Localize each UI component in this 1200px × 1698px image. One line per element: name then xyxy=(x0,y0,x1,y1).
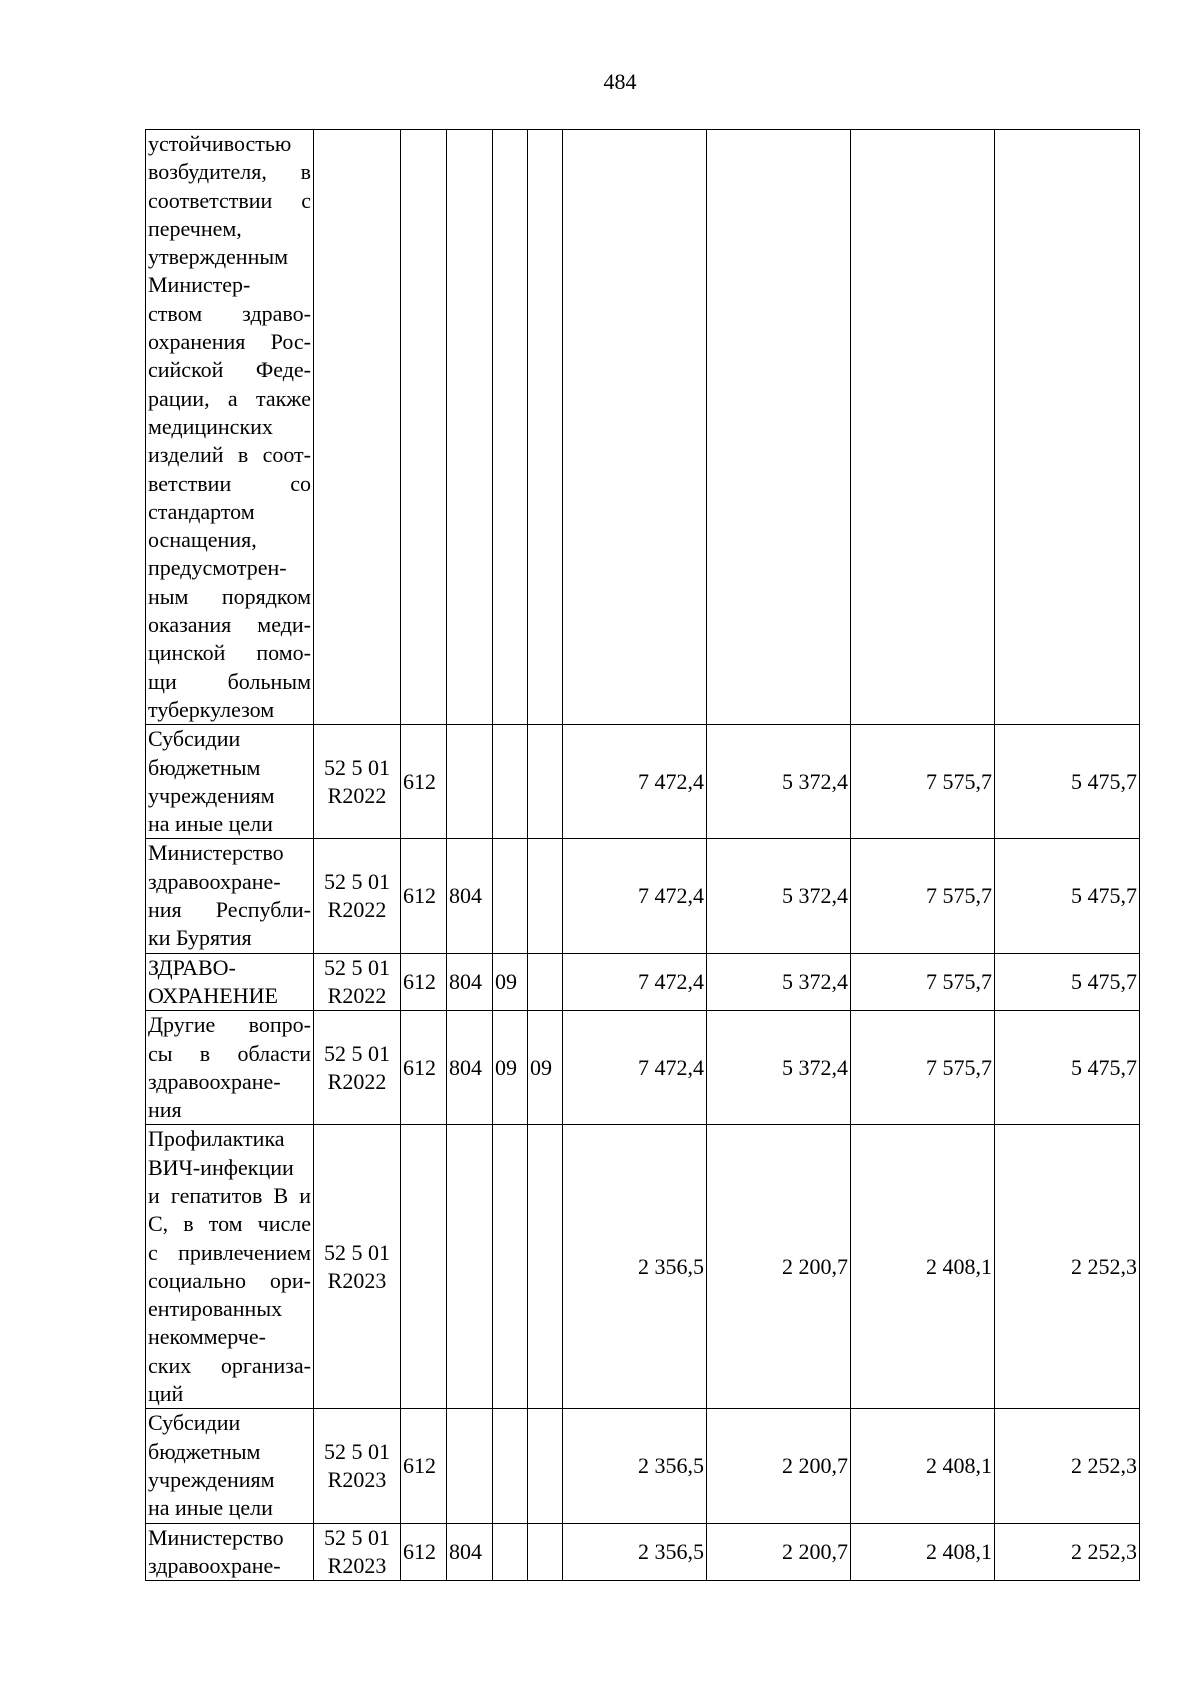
target-article-suffix: R2023 xyxy=(327,1267,387,1293)
table-row xyxy=(146,953,1140,1011)
item-name-line: рации, а также xyxy=(148,385,311,411)
item-name-line: на иные цели xyxy=(148,811,273,837)
section-cell xyxy=(493,1523,528,1581)
amount-cell-3: 2 408,1 xyxy=(851,1125,995,1409)
subsection-cell xyxy=(528,725,563,839)
section-cell xyxy=(493,1409,528,1523)
grbs-cell: 804 xyxy=(447,839,493,953)
amount-cell-1: 7 472,4 xyxy=(563,839,707,953)
amount-cell-3: 2 408,1 xyxy=(851,1409,995,1523)
subsection-cell xyxy=(528,130,563,725)
target-article-code: 52 5 01 xyxy=(324,868,390,894)
item-name-line: охранения Рос- xyxy=(148,329,311,355)
amount-cell-2: 2 200,7 xyxy=(707,1409,851,1523)
expense-type-cell: 612 xyxy=(401,1523,447,1581)
target-article-cell xyxy=(314,1011,401,1125)
table-row xyxy=(146,1409,1140,1523)
amount-cell-2: 5 372,4 xyxy=(707,953,851,1011)
amount-cell-1: 2 356,5 xyxy=(563,1523,707,1581)
target-article-code: 52 5 01 xyxy=(324,1239,390,1265)
section-cell xyxy=(493,839,528,953)
item-name-line: туберкулезом xyxy=(148,696,275,722)
target-article-cell xyxy=(314,839,401,953)
expense-type-cell: 612 xyxy=(401,1011,447,1125)
item-name-line: устойчивостью xyxy=(148,131,292,156)
item-name-line: ОХРАНЕНИЕ xyxy=(148,982,278,1008)
amount-cell-4: 2 252,3 xyxy=(995,1125,1140,1409)
amount-cell-4 xyxy=(995,130,1140,725)
expense-type-cell: 612 xyxy=(401,725,447,839)
target-article-code: 52 5 01 xyxy=(324,754,390,780)
item-name-cell xyxy=(146,725,314,839)
item-name-line: предусмотрен- xyxy=(148,555,287,581)
item-name-line: ния Республи- xyxy=(148,897,311,923)
item-name-line: ки Бурятия xyxy=(148,925,252,951)
amount-cell-2: 2 200,7 xyxy=(707,1523,851,1581)
item-name-line: медицинских xyxy=(148,413,273,439)
subsection-cell xyxy=(528,839,563,953)
item-name-line: изделий в соот- xyxy=(148,442,311,468)
item-name-cell xyxy=(146,130,314,725)
amount-cell-2 xyxy=(707,130,851,725)
target-article-cell xyxy=(314,953,401,1011)
item-name-line: здравоохране- xyxy=(148,1068,281,1094)
item-name-line: щи больным xyxy=(148,668,311,694)
item-name-line: перечнем, xyxy=(148,215,242,241)
item-name-cell xyxy=(146,1125,314,1409)
subsection-cell xyxy=(528,1523,563,1581)
amount-cell-1 xyxy=(563,130,707,725)
item-name-line: ентированных xyxy=(148,1296,283,1322)
item-name-cell xyxy=(146,953,314,1011)
item-name-line: бюджетным xyxy=(148,1438,261,1464)
item-name-line: Профилактика xyxy=(148,1126,285,1152)
item-name-line: Субсидии xyxy=(148,726,241,752)
target-article-cell xyxy=(314,1125,401,1409)
item-name-line: Министерство xyxy=(148,840,284,866)
item-name-line: соответствии с xyxy=(148,187,311,213)
item-name-cell xyxy=(146,839,314,953)
item-name-line: и гепатитов В и xyxy=(148,1182,311,1208)
target-article-code: 52 5 01 xyxy=(324,1438,390,1464)
amount-cell-1: 2 356,5 xyxy=(563,1409,707,1523)
section-cell: 09 xyxy=(493,1011,528,1125)
amount-cell-2: 5 372,4 xyxy=(707,839,851,953)
amount-cell-3 xyxy=(851,130,995,725)
target-article-suffix: R2022 xyxy=(327,1068,387,1094)
item-name-line: некоммерче- xyxy=(148,1324,266,1350)
amount-cell-1: 2 356,5 xyxy=(563,1125,707,1409)
grbs-cell xyxy=(447,130,493,725)
budget-table xyxy=(145,129,1140,1581)
expense-type-cell: 612 xyxy=(401,953,447,1011)
section-cell xyxy=(493,725,528,839)
amount-cell-4: 5 475,7 xyxy=(995,839,1140,953)
item-name-line: сы в области xyxy=(148,1040,311,1066)
item-name-line: бюджетным xyxy=(148,754,261,780)
section-cell: 09 xyxy=(493,953,528,1011)
amount-cell-1: 7 472,4 xyxy=(563,725,707,839)
item-name-line: С, в том числе xyxy=(148,1211,311,1237)
amount-cell-2: 5 372,4 xyxy=(707,1011,851,1125)
item-name-line: Министерство xyxy=(148,1524,284,1550)
target-article-cell xyxy=(314,1523,401,1581)
amount-cell-4: 5 475,7 xyxy=(995,953,1140,1011)
item-name-line: на иные цели xyxy=(148,1495,273,1521)
amount-cell-4: 2 252,3 xyxy=(995,1523,1140,1581)
item-name-line: утвержденным xyxy=(148,244,289,270)
item-name-line: оказания меди- xyxy=(148,612,311,638)
target-article-suffix: R2023 xyxy=(327,1552,387,1578)
table-row xyxy=(146,725,1140,839)
subsection-cell: 09 xyxy=(528,1011,563,1125)
target-article-code: 52 5 01 xyxy=(324,954,390,980)
item-name-line: Другие вопро- xyxy=(148,1012,311,1038)
target-article-code: 52 5 01 xyxy=(324,1040,390,1066)
subsection-cell xyxy=(528,1409,563,1523)
target-article-cell xyxy=(314,725,401,839)
amount-cell-2: 2 200,7 xyxy=(707,1125,851,1409)
item-name-line: ством здраво- xyxy=(148,300,311,326)
grbs-cell: 804 xyxy=(447,953,493,1011)
table-body xyxy=(146,130,1140,1581)
item-name-line: возбудителя, в xyxy=(148,159,311,185)
item-name-cell xyxy=(146,1409,314,1523)
amount-cell-4: 2 252,3 xyxy=(995,1409,1140,1523)
amount-cell-1: 7 472,4 xyxy=(563,1011,707,1125)
section-cell xyxy=(493,130,528,725)
table-row xyxy=(146,130,1140,725)
expense-type-cell xyxy=(401,130,447,725)
amount-cell-1: 7 472,4 xyxy=(563,953,707,1011)
item-name-line: ния xyxy=(148,1097,182,1123)
item-name-line: здравоохране- xyxy=(148,868,281,894)
subsection-cell xyxy=(528,953,563,1011)
table-row xyxy=(146,1125,1140,1409)
subsection-cell xyxy=(528,1125,563,1409)
item-name-line: социально ори- xyxy=(148,1267,311,1293)
item-name-line: оснащения, xyxy=(148,527,257,553)
item-name-line: учреждениям xyxy=(148,782,275,808)
item-name-line: учреждениям xyxy=(148,1466,275,1492)
target-article-suffix: R2023 xyxy=(327,1466,387,1492)
item-name-line: ВИЧ-инфекции xyxy=(148,1154,294,1180)
item-name-cell xyxy=(146,1523,314,1581)
amount-cell-3: 7 575,7 xyxy=(851,953,995,1011)
grbs-cell: 804 xyxy=(447,1523,493,1581)
amount-cell-4: 5 475,7 xyxy=(995,1011,1140,1125)
grbs-cell xyxy=(447,1125,493,1409)
item-name-line: цинской помо- xyxy=(148,640,311,666)
grbs-cell: 804 xyxy=(447,1011,493,1125)
expense-type-cell: 612 xyxy=(401,1409,447,1523)
grbs-cell xyxy=(447,725,493,839)
amount-cell-3: 2 408,1 xyxy=(851,1523,995,1581)
section-cell xyxy=(493,1125,528,1409)
item-name-line: ным порядком xyxy=(148,583,311,609)
grbs-cell xyxy=(447,1409,493,1523)
target-article-suffix: R2022 xyxy=(327,897,387,923)
item-name-line: ветствии со xyxy=(148,470,311,496)
page-number: 484 xyxy=(603,69,637,94)
item-name-line: Министер- xyxy=(148,272,251,298)
target-article-suffix: R2022 xyxy=(327,782,387,808)
item-name-line: с привлечением xyxy=(148,1239,311,1265)
item-name-cell xyxy=(146,1011,314,1125)
expense-type-cell xyxy=(401,1125,447,1409)
table-row xyxy=(146,1523,1140,1581)
amount-cell-2: 5 372,4 xyxy=(707,725,851,839)
amount-cell-4: 5 475,7 xyxy=(995,725,1140,839)
amount-cell-3: 7 575,7 xyxy=(851,839,995,953)
table-row xyxy=(146,1011,1140,1125)
item-name-line: Субсидии xyxy=(148,1410,241,1436)
item-name-line: стандартом xyxy=(148,498,255,524)
item-name-line: сийской Феде- xyxy=(148,357,311,383)
target-article-cell xyxy=(314,130,401,725)
amount-cell-3: 7 575,7 xyxy=(851,725,995,839)
item-name-line: ЗДРАВО- xyxy=(148,954,236,980)
table-row xyxy=(146,839,1140,953)
expense-type-cell: 612 xyxy=(401,839,447,953)
item-name-line: ций xyxy=(148,1381,184,1407)
target-article-suffix: R2022 xyxy=(327,982,387,1008)
target-article-cell xyxy=(314,1409,401,1523)
target-article-code: 52 5 01 xyxy=(324,1524,390,1550)
item-name-line: ских организа- xyxy=(148,1352,311,1378)
item-name-line: здравоохране- xyxy=(148,1552,281,1578)
amount-cell-3: 7 575,7 xyxy=(851,1011,995,1125)
